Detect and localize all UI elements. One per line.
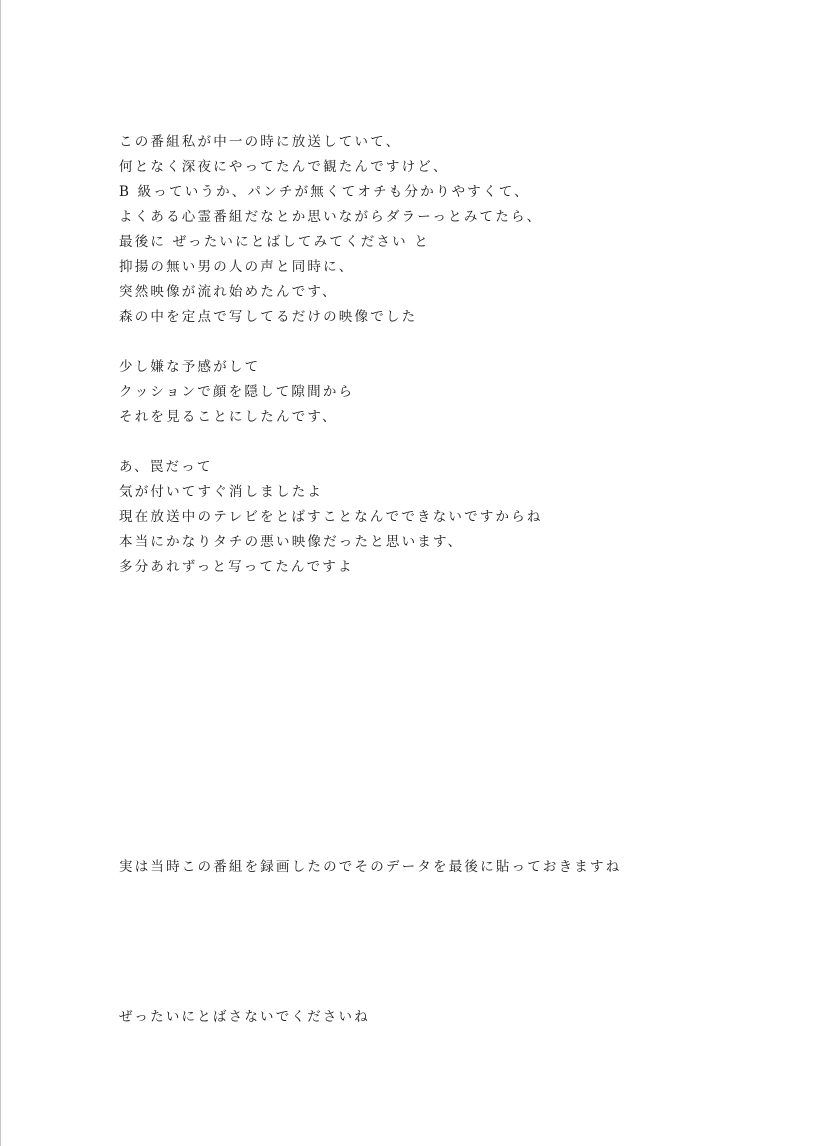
text-line: 気が付いてすぐ消しましたよ (119, 484, 324, 500)
text-line: 少し嫌な予感がして (119, 359, 261, 375)
text-line: あ、罠だって (119, 459, 213, 475)
text-line: この番組私が中一の時に放送していて、 (119, 134, 402, 150)
text-line: 実は当時この番組を録画したのでそのデータを最後に貼っておきますね (119, 859, 622, 875)
text-line: 抑揚の無い男の人の声と同時に、 (119, 259, 355, 275)
text-line: B 級っていうか、パンチが無くてオチも分かりやすくて、 (119, 184, 530, 200)
text-line: 本当にかなりタチの悪い映像だったと思います、 (119, 534, 464, 550)
text-line: 最後に ぜったいにとばしてみてください と (119, 234, 431, 250)
text-line: ぜったいにとばさないでくださいね (119, 1009, 370, 1025)
text-line: それを見ることにしたんです、 (119, 409, 338, 425)
text-line: 突然映像が流れ始めたんです、 (119, 284, 338, 300)
text-line: 何となく深夜にやってたんで観たんですけど、 (119, 159, 449, 175)
text-line: 現在放送中のテレビをとばすことなんでできないですからね (119, 509, 543, 525)
text-line: クッションで顔を隠して隙間から (119, 384, 355, 400)
page-left-border (0, 0, 1, 1146)
text-line: 森の中を定点で写してるだけの映像でした (119, 309, 418, 325)
text-line: 多分あれずっと写ってたんですよ (119, 559, 354, 575)
text-line: よくある心霊番組だなとか思いながらダラーっとみてたら、 (119, 209, 543, 225)
